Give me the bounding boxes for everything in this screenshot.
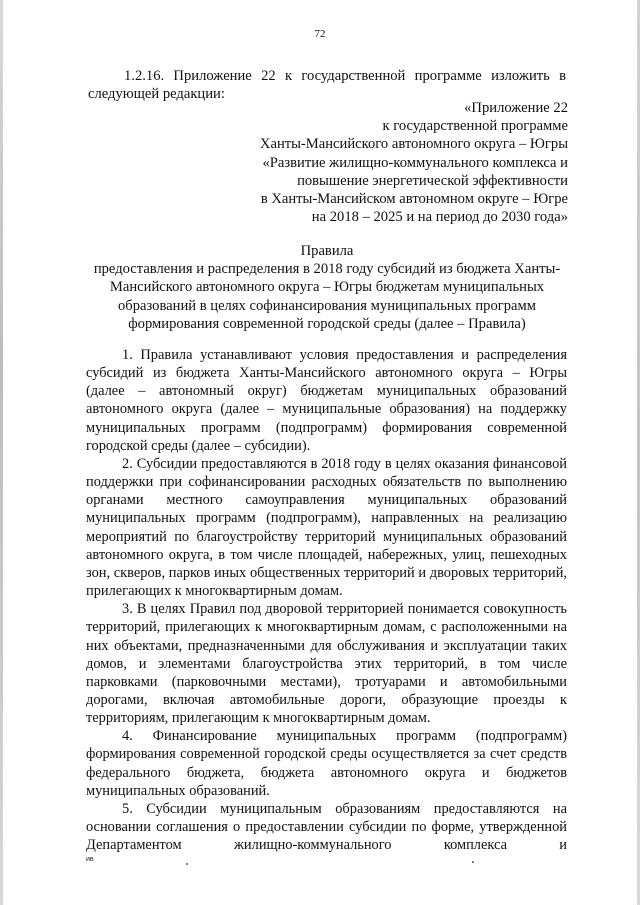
appendix-header-line: повышение энергетической эффективности	[297, 172, 568, 189]
rules-title-line: формирования современной городской среды (далее – Правила)	[128, 315, 526, 332]
appendix-header	[188, 99, 568, 226]
appendix-header-line: «Приложение 22	[464, 100, 568, 116]
rules-heading: Правила	[300, 243, 354, 259]
rules-title-line: предоставления и распределения в 2018 году субсидий из бюджета Ханты-	[93, 261, 561, 278]
page-number: 72	[314, 28, 326, 40]
appendix-header-line: к государственной программе	[382, 118, 568, 135]
amendment-intro	[88, 67, 566, 103]
appendix-header-line: на 2018 – 2025 и на период до 2030 года»	[311, 209, 568, 226]
rules-title-line: образований в целях софинансирования муниципальных программ	[118, 297, 536, 314]
paragraph-5: 5. Субсидии муниципальным образованиям предоставляются на основании соглашения о предоставлении субсидии по форме, утвержденной Департаментом жилищно-коммунального комплекса и	[86, 800, 567, 854]
appendix-header-line: Ханты-Мансийского автономного округа – Югры	[259, 136, 568, 153]
paragraph-4: 4. Финансирование муниципальных программ (подпрограмм) формирования современной городской среды осуществляется за счет средств федерального бюджета, бюджета автономного округа и бюджетов муниципальных образований.	[86, 728, 567, 799]
amendment-intro-line-2: следующей редакции:	[88, 86, 225, 102]
appendix-header-line: в Ханты-Мансийском автономном округе – Югре	[260, 191, 568, 208]
rules-title-line: Мансийского автономного округа – Югры бюджетам муниципальных	[109, 279, 545, 296]
appendix-header-line: «Развитие жилищно-коммунального комплекса и	[262, 154, 568, 171]
scan-edge-left	[0, 0, 3, 905]
scan-speck	[472, 861, 474, 863]
paragraph-2: 2. Субсидии предоставляются в 2018 году в целях оказания финансовой поддержки при софинансировании расходных обязательств по выполнению органами местного самоуправления муниципальных образований муниципальных программ (подпрограмм), направленных на реализацию мероприятий по благоустройству территорий муниципальных образований автономного округа, в том числе площадей, набережных, улиц, пешеходных зон, скверов, парков иных общественных территорий и дворовых территорий, прилегающих к многоквартирным домам.	[86, 455, 567, 600]
footer-mark: ив	[86, 856, 94, 863]
amendment-intro-line-1: 1.2.16. Приложение 22 к государственной программе изложить в	[124, 68, 566, 84]
rules-title	[80, 242, 574, 333]
scan-speck	[186, 863, 188, 865]
rules-body	[86, 346, 567, 854]
paragraph-3: 3. В целях Правил под дворовой территорией понимается совокупность территорий, прилегающих к многоквартирным домам, с расположенными на них объектами, предназначенными для обслуживания и эксплуатации таких домов, и элементами благоустройства этих территорий, в том числе парковками (парковочными местами), тротуарами и автомобильными дорогами, включая автомобильные дороги, образующие проезды к территориям, прилегающим к многоквартирным домам.	[86, 601, 567, 727]
paragraph-1: 1. Правила устанавливают условия предоставления и распределения субсидий из бюджета Ханты-Мансийского автономного округа – Югры (далее – автономный округ) бюджетам муниципальных образований автономного округа (далее – муниципальные образования) на поддержку муниципальных программ (подпрограмм) формирования современной городской среды (далее – субсидии).	[86, 347, 567, 454]
